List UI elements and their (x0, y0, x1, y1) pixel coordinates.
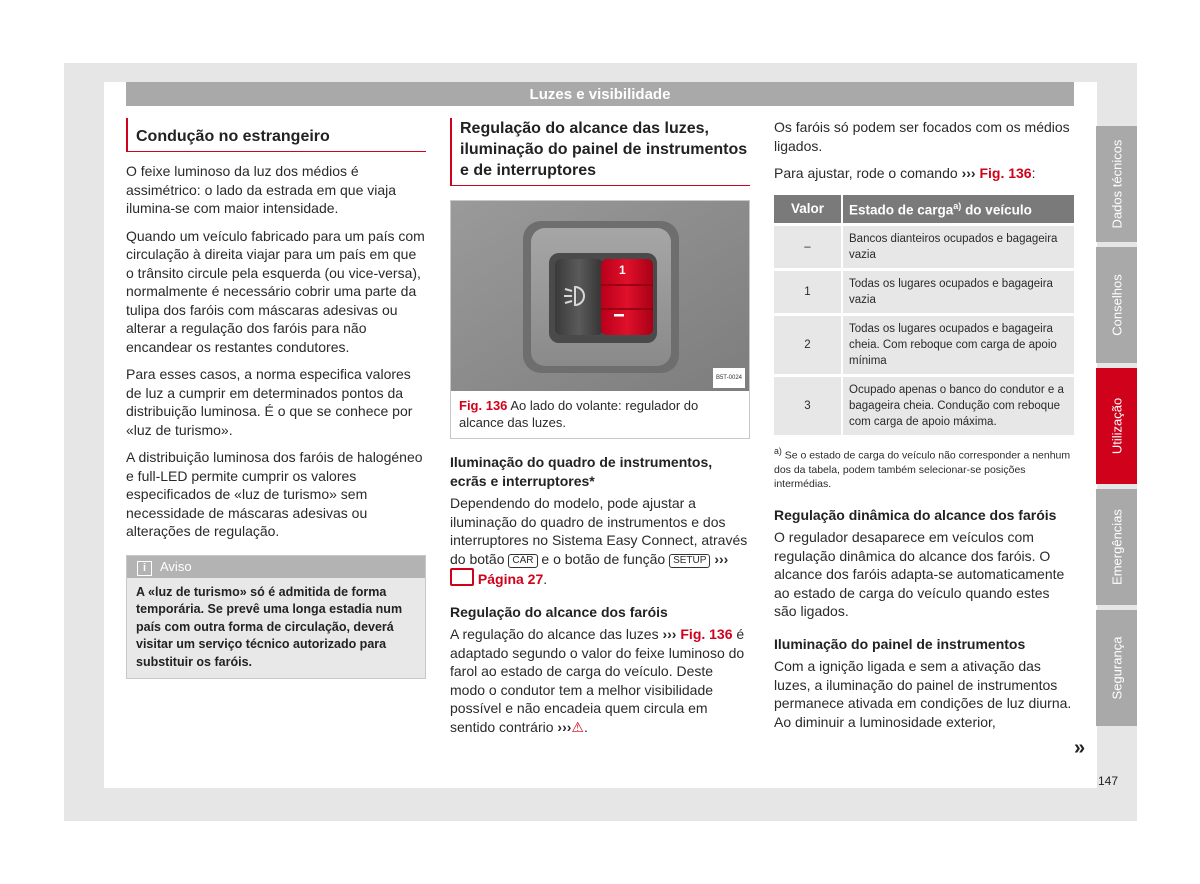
footnote-mark: a) (774, 445, 782, 456)
notice-label: Aviso (160, 558, 192, 574)
arrow-ref-icon: ››› (961, 165, 976, 181)
paragraph: Os faróis só podem ser focados com os médios ligados. (774, 119, 1070, 154)
table-row (774, 226, 1074, 268)
table-row (774, 316, 1074, 374)
load-state-table (774, 192, 1074, 438)
page-number: 147 (1098, 774, 1119, 788)
figure-caption-text: Ao lado do volante: regulador do alcance das luzes. (459, 398, 699, 430)
tab-label: Utilização (1109, 397, 1124, 455)
tab-label: Conselhos (1109, 274, 1124, 336)
table-header-row (774, 195, 1074, 223)
column-1 (126, 118, 426, 679)
arrow-ref-icon: ››› (714, 550, 729, 567)
text: é adaptado segundo o valor do feixe luminoso do farol ao estado de carga do veículo. Deste modo o condutor tem a melhor visibilidade possível e não encadeia quem circula em sentido contrário (450, 626, 745, 735)
paragraph: Com a ignição ligada e sem a ativação das luzes, a iluminação do painel de instrumentos permanece ativada em condições de luz diurna. Ao diminuir a luminosidade exterior, (774, 658, 1072, 730)
paragraph: A distribuição luminosa dos faróis de halogéneo e full-LED permite cumprir os valores especificados de «luz de turismo» sem necessidade de máscaras adesivas ou alterações de regulação. (126, 449, 423, 539)
tab-label: Emergências (1109, 509, 1124, 585)
column-header-state (843, 195, 1074, 223)
arrow-ref-icon: ››› (662, 626, 677, 642)
svg-text:1: 1 (619, 263, 626, 277)
paragraph: O feixe luminoso da luz dos médios é assimétrico: o lado da estrada em que viaja ilumina-se com maior intensidade. (126, 163, 397, 216)
cell-value: 1 (774, 271, 843, 313)
text: Estado de carga (849, 202, 954, 218)
car-button-symbol: CAR (508, 554, 537, 568)
notice-text: A «luz de turismo» só é admitida de forma temporária. Se prevê uma longa estadia num país com outra forma de circulação, deverá visitar um serviço técnico autorizado para substituir os faróis. (136, 584, 403, 669)
figure-reference-link[interactable]: Fig. 136 (680, 626, 733, 642)
text: A regulação do alcance das luzes (450, 626, 659, 642)
paragraph (450, 625, 750, 736)
text: : (1031, 165, 1036, 181)
cell-state: Bancos dianteiros ocupados e bagageira vazia (843, 226, 1074, 268)
warning-icon[interactable]: ⚠ (571, 718, 584, 735)
notice-box (126, 555, 426, 680)
cell-state: Todas os lugares ocupados e bagageira vazia (843, 271, 1074, 313)
section-header: Luzes e visibilidade (126, 82, 1074, 106)
subheading-panel-lighting: Iluminação do painel de instrumentos (774, 635, 1026, 652)
footnote-text: Se o estado de carga do veículo não corresponder a nenhum dos da tabela, podem também selecionar-se posições intermédias. (774, 449, 1071, 490)
text: . (583, 718, 588, 735)
text: do veículo (961, 202, 1032, 218)
cell-value: – (774, 226, 843, 268)
figure-label: Fig. 136 (459, 398, 508, 413)
tab-label: Segurança (1109, 636, 1124, 700)
tab-utilizacao[interactable] (1096, 368, 1137, 484)
table-row (774, 271, 1074, 313)
tab-label: Dados técnicos (1109, 139, 1124, 229)
tab-seguranca[interactable] (1096, 610, 1137, 726)
cell-value: 3 (774, 377, 843, 435)
paragraph (450, 494, 750, 589)
setup-button-symbol: SETUP (669, 554, 710, 568)
headlight-range-control-image (451, 201, 749, 391)
figure-reference-link[interactable]: Fig. 136 (979, 165, 1032, 181)
column-header-value: Valor (774, 195, 843, 223)
text: Para ajustar, rode o comando (774, 165, 958, 181)
cell-state: Todas os lugares ocupados e bagageira cheia. Com reboque com carga de apoio mínima (843, 316, 1074, 374)
table-footnote (774, 444, 1074, 492)
heading-driving-abroad: Condução no estrangeiro (126, 118, 426, 152)
subheading-instrument-lighting: Iluminação do quadro de instrumentos, ecrãs e interruptores* (450, 454, 713, 489)
table-row (774, 377, 1074, 435)
tab-emergencias[interactable] (1096, 489, 1137, 605)
paragraph: Quando um veículo fabricado para um país com circulação à direita viajar para um país em que o trânsito circule pela esquerda (ou vice-versa), normalmente é necessário cobrir uma parte da tulipa dos faróis com máscaras adesivas ou alterar a regulação dos faróis para não encandear os restantes condutores. (126, 227, 425, 355)
subheading-dynamic-range: Regulação dinâmica do alcance dos faróis (774, 506, 1057, 523)
dial-illustration (451, 201, 749, 391)
arrow-ref-icon: ››› (557, 718, 572, 735)
book-icon (450, 568, 474, 586)
column-2 (450, 118, 750, 745)
text: Dependendo do modelo, pode ajustar a iluminação do quadro de instrumentos e dos interruptores no Sistema Easy Connect, através do botão (450, 495, 748, 567)
column-3 (774, 118, 1074, 740)
paragraph (774, 164, 1074, 183)
subheading-headlight-range: Regulação do alcance dos faróis (450, 603, 668, 620)
paragraph: O regulador desaparece em veículos com regulação dinâmica do alcance dos faróis. O alcance dos faróis adapta-se automaticamente ao estado de carga do veículo quando estes são ligados. (774, 529, 1065, 619)
figure-caption (451, 391, 749, 438)
paragraph: Para esses casos, a norma especifica valores de luz a cumprir em determinados pontos da distribuição luminosa. É o que se conhece por «luz de turismo». (126, 366, 413, 438)
notice-header (127, 556, 425, 578)
cell-state: Ocupado apenas o banco do condutor e a bagageira cheia. Condução com reboque com carga de apoio máxima. (843, 377, 1074, 435)
text: . (543, 571, 548, 587)
heading-light-range: Regulação do alcance das luzes, iluminação do painel de instrumentos e de interruptores (450, 118, 750, 186)
info-icon: i (137, 561, 152, 576)
text: e o botão de função (541, 550, 666, 567)
tab-conselhos[interactable] (1096, 247, 1137, 363)
page-reference-link[interactable]: Página 27 (477, 571, 544, 587)
chapter-tabs (1096, 126, 1137, 731)
tab-dados-tecnicos[interactable] (1096, 126, 1137, 242)
figure-code: B5T-0024 (713, 368, 745, 389)
figure-136 (450, 200, 750, 439)
footnote-mark: a) (953, 201, 962, 212)
cell-value: 2 (774, 316, 843, 374)
continue-arrow-icon: » (1074, 737, 1086, 759)
